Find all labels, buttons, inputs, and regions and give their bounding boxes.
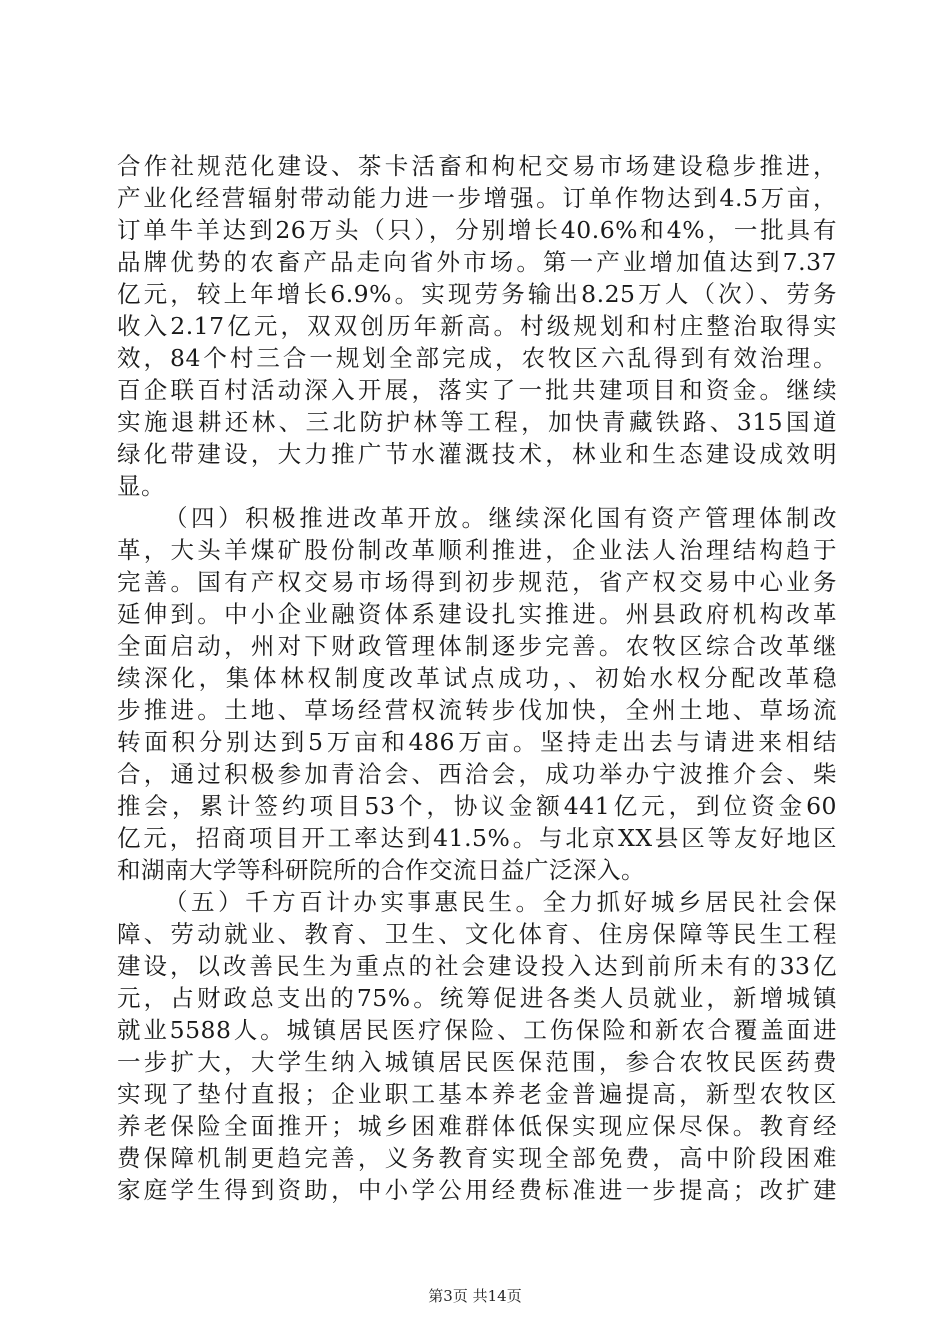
text-line: 亿元，较上年增长6.9%。实现劳务输出8.25万人（次）、劳务 — [117, 280, 837, 308]
text-line: 品牌优势的农畜产品走向省外市场。第一产业增加值达到7.37 — [117, 248, 837, 276]
text-line: 合作社规范化建设、茶卡活畜和枸杞交易市场建设稳步推进， — [117, 152, 837, 180]
text-line: 完善。国有产权交易市场得到初步规范，省产权交易中心业务 — [117, 568, 837, 596]
text-line: 和湖南大学等科研院所的合作交流日益广泛深入。 — [117, 856, 645, 884]
text-line: 费保障机制更趋完善，义务教育实现全部免费，高中阶段困难 — [117, 1144, 837, 1172]
text-line: 产业化经营辐射带动能力进一步增强。订单作物达到4.5万亩， — [117, 184, 837, 212]
text-line: 实现了垫付直报；企业职工基本养老金普遍提高，新型农牧区 — [117, 1080, 837, 1108]
text-line: 革，大头羊煤矿股份制改革顺利推进，企业法人治理结构趋于 — [117, 536, 837, 564]
text-line: 家庭学生得到资助，中小学公用经费标准进一步提高；改扩建 — [117, 1176, 837, 1204]
text-line: 订单牛羊达到26万头（只），分别增长40.6%和4%，一批具有 — [117, 216, 837, 244]
text-line: 收入2.17亿元，双双创历年新高。村级规划和村庄整治取得实 — [117, 312, 837, 340]
text-line: 延伸到。中小企业融资体系建设扎实推进。州县政府机构改革 — [117, 600, 837, 628]
text-line: 转面积分别达到5万亩和486万亩。坚持走出去与请进来相结 — [117, 728, 837, 756]
body-text — [117, 150, 837, 1206]
text-line: 亿元，招商项目开工率达到41.5%。与北京XX县区等友好地区 — [117, 824, 837, 852]
section-heading-line: （五）千方百计办实事惠民生。全力抓好城乡居民社会保 — [164, 888, 837, 916]
text-line: 显。 — [117, 472, 165, 500]
text-line: 实施退耕还林、三北防护林等工程，加快青藏铁路、315国道 — [117, 408, 837, 436]
text-line: 绿化带建设，大力推广节水灌溉技术，林业和生态建设成效明 — [117, 440, 837, 468]
text-line: 全面启动，州对下财政管理体制逐步完善。农牧区综合改革继 — [117, 632, 837, 660]
page-number-footer: 第3页 共14页 — [428, 1287, 522, 1305]
text-line: 合，通过积极参加青洽会、西洽会，成功举办宁波推介会、柴 — [117, 760, 837, 788]
text-line: 建设，以改善民生为重点的社会建设投入达到前所未有的33亿 — [117, 952, 837, 980]
text-line: 效，84个村三合一规划全部完成，农牧区六乱得到有效治理。 — [117, 344, 837, 372]
text-line: 续深化，集体林权制度改革试点成功，、初始水权分配改革稳 — [117, 664, 837, 692]
text-line: 一步扩大，大学生纳入城镇居民医保范围，参合农牧民医药费 — [117, 1048, 837, 1076]
text-line: 推会，累计签约项目53个，协议金额441亿元，到位资金60 — [117, 792, 837, 820]
text-line: 障、劳动就业、教育、卫生、文化体育、住房保障等民生工程 — [117, 920, 837, 948]
section-heading-line: （四）积极推进改革开放。继续深化国有资产管理体制改 — [164, 504, 837, 532]
text-line: 元，占财政总支出的75%。统筹促进各类人员就业，新增城镇 — [117, 984, 837, 1012]
text-line: 百企联百村活动深入开展，落实了一批共建项目和资金。继续 — [117, 376, 837, 404]
text-line: 养老保险全面推开；城乡困难群体低保实现应保尽保。教育经 — [117, 1112, 837, 1140]
text-line: 步推进。土地、草场经营权流转步伐加快，全州土地、草场流 — [117, 696, 837, 724]
text-line: 就业5588人。城镇居民医疗保险、工伤保险和新农合覆盖面进 — [117, 1016, 837, 1044]
